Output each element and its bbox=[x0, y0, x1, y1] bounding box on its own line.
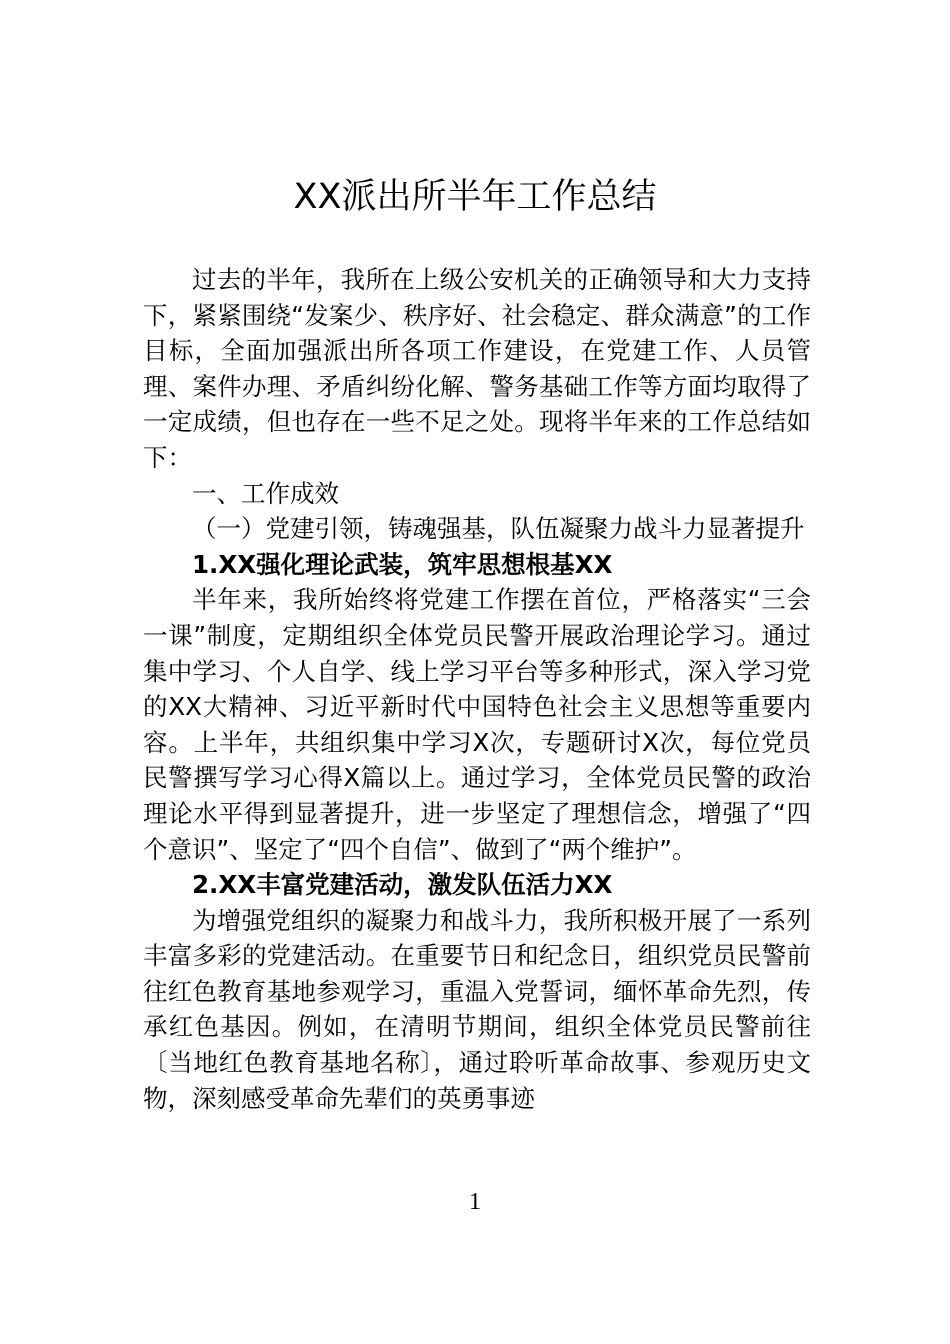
page-number: 1 bbox=[469, 1189, 481, 1215]
theory-paragraph: 半年来，我所始终将党建工作摆在首位，严格落实“三会一课”制度，定期组织全体党员民警开展政治理论学习。通过集中学习、个人自学、线上学习平台等多种形式，深入学习党的XX大精神、习近平新时代中国特色社会主义思想等重要内容。上半年，共组织集中学习X次，专题研讨X次，每位党员民警撰写学习心得X篇以上。通过学习，全体党员民警的政治理论水平得到显著提升，进一步坚定了理想信念，增强了“四个意识”、坚定了“四个自信”、做到了“两个维护”。 bbox=[143, 585, 811, 864]
intro-paragraph: 过去的半年，我所在上级公安机关的正确领导和大力支持下，紧紧围绕“发案少、秩序好、社会稳定、群众满意”的工作目标，全面加强派出所各项工作建设，在党建工作、人员管理、案件办理、矛盾纠纷化解、警务基础工作等方面均取得了一定成绩，但也存在一些不足之处。现将半年来的工作总结如下： bbox=[143, 265, 811, 472]
item-heading-theory: 1.XX强化理论武装，筑牢思想根基XX bbox=[192, 549, 613, 579]
subsection-heading-party-building: （一）党建引领，铸魂强基，队伍凝聚力战斗力显著提升 bbox=[192, 514, 805, 544]
item-heading-activities: 2.XX丰富党建活动，激发队伍活力XX bbox=[192, 870, 613, 900]
section-heading-achievements: 一、工作成效 bbox=[192, 478, 339, 508]
activities-paragraph: 为增强党组织的凝聚力和战斗力，我所积极开展了一系列丰富多彩的党建活动。在重要节日和纪念日，组织党员民警前往红色教育基地参观学习，重温入党誓词，缅怀革命先烈，传承红色基因。例如，在清明节期间，组织全体党员民警前往〔当地红色教育基地名称〕，通过聆听革命故事、参观历史文物，深刻感受革命先辈们的英勇事迹 bbox=[143, 905, 811, 1113]
document-body bbox=[143, 262, 811, 1116]
document-title: XX派出所半年工作总结 bbox=[293, 177, 657, 217]
